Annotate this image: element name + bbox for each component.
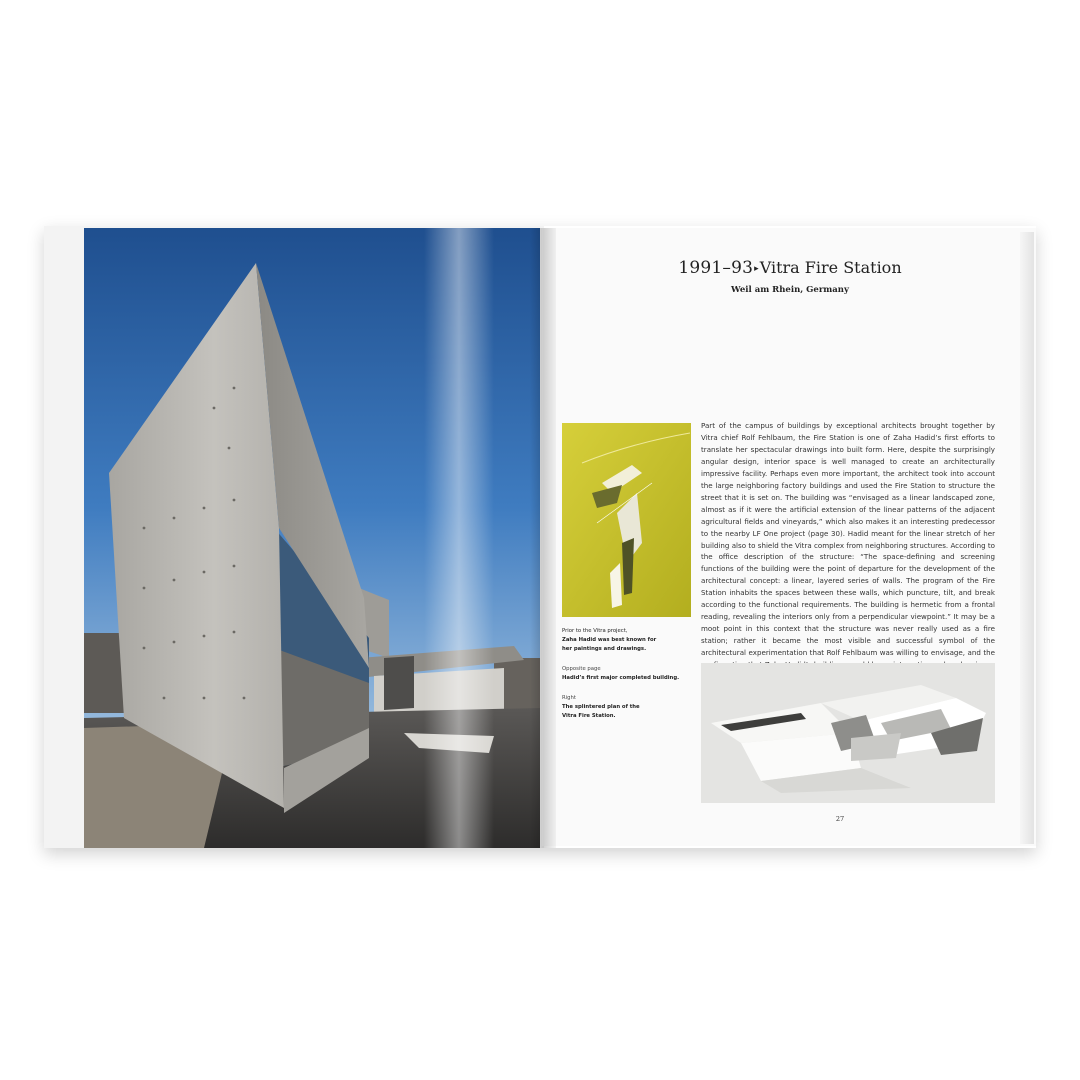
painting-thumbnail [562, 423, 691, 617]
architectural-model-photo [701, 663, 995, 803]
location-subtitle: Weil am Rhein, Germany [731, 285, 849, 295]
body-text: Part of the campus of buildings by exceptional architects brought together by Vitra chief Rolf Fehlbaum, the Fire Station is one of Zaha Hadid’s first efforts to translate her spectacular drawings into built form. Here, despite the surprisingly angular design, interior space is well managed to create an architecturally impressive facility. Perhaps even more important, the architect took into account the large neighboring factory buildings and used the Fire Station to structure the street that it is set on. The building was “envisaged as a linear landscaped zone, almost as if it were the artificial extension of the linear patterns of the adjacent agricultural fields and vineyards,” which also makes it an interesting predecessor to the nearby LF One project (page 30). Hadid meant for the linear stretch of her building also to shield the Vitra complex from neighboring structures. According to the office description of the structure: “The space-defining and screening functions of the building were the point of departure for the development of the architectural concept: a linear, layered series of walls. The program of the Fire Station inhabits the spaces between these walls, which puncture, tilt, and break according to the functional requirements. The building is hermetic from a frontal reading, revealing the interiors only from a perpendicular viewpoint.” It may be a moot point in this context that the structure was never really used as a fire station; rather it became the most visible and successful symbol of the architectural experimentation that Rolf Fehlbaum was willing to envisage, and the [701, 421, 995, 658]
heading-title: Vitra Fire Station [759, 258, 902, 277]
caption-right-line: The splintered plan of the [562, 704, 640, 710]
caption-painting [562, 627, 692, 654]
caption-painting-line: Prior to the Vitra project, [562, 628, 628, 634]
heading-year: 1991–93 [678, 258, 754, 278]
caption-painting-line: her paintings and drawings. [562, 646, 647, 652]
caption-painting-line: Zaha Hadid was best known for [562, 637, 657, 643]
book-spine-shadow [530, 228, 556, 848]
caption-opposite [562, 665, 692, 683]
page-edge [1020, 232, 1034, 844]
caption-opposite-text: Hadid’s first major completed building. [562, 675, 680, 681]
page-title [560, 258, 1020, 278]
caption-right-label: Right [562, 695, 576, 701]
caption-right [562, 694, 692, 721]
caption-opposite-label: Opposite page [562, 666, 601, 672]
heading-arrow: ▸ [754, 264, 759, 274]
page-number: 27 [835, 815, 845, 823]
caption-right-line: Vitra Fire Station. [562, 713, 616, 719]
fire-station-photo [84, 228, 540, 848]
